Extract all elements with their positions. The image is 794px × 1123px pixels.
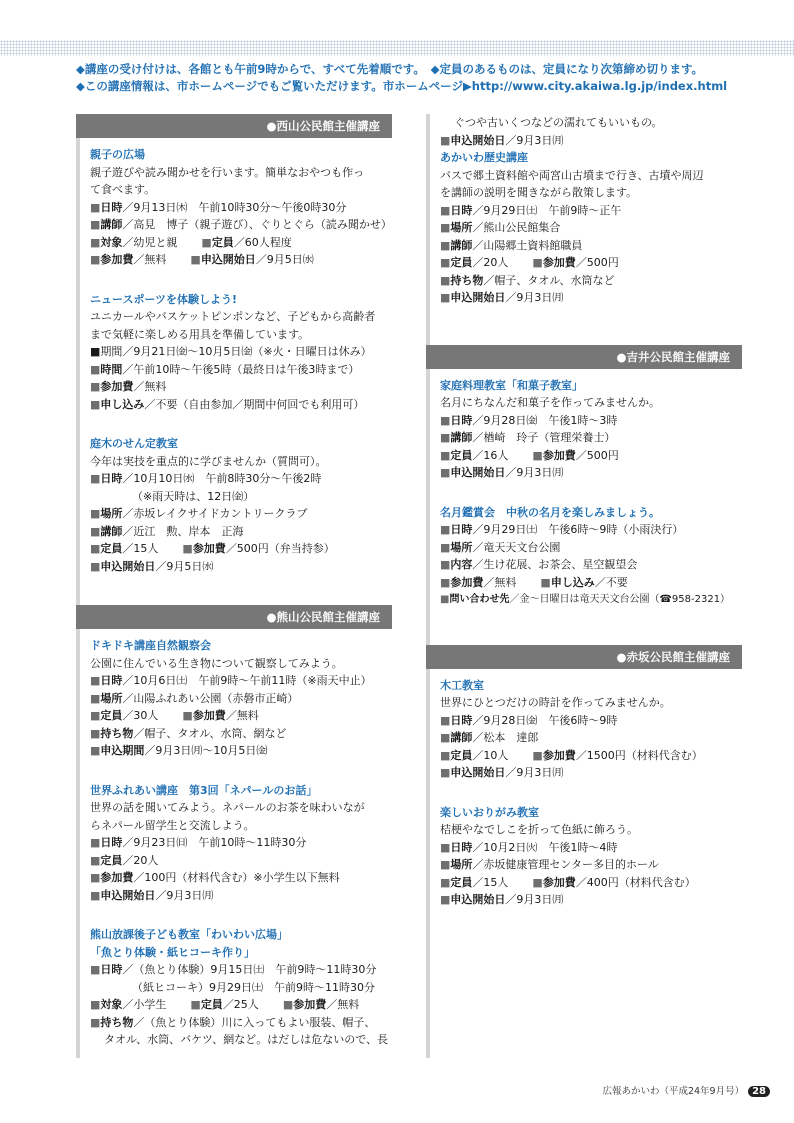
course-description: 桔梗やなでしこを折って色紙に飾ろう。 xyxy=(440,823,638,836)
detail-line: ■日時／9月28日㈮ 午後6時～9時 xyxy=(440,713,618,727)
course-origami xyxy=(440,804,742,909)
course-description: まで気軽に楽しめる用具を準備しています。 xyxy=(90,327,310,341)
detail-line: ■申込開始日／9月3日㈪ xyxy=(440,291,564,304)
notice-line-2: ◆この講座情報は、市ホームページでもご覧いただけます。市ホームページ▶http://www.city.akaiwa.lg.jp/index.html xyxy=(76,79,728,93)
detail-line: ■定員／20人 ■参加費／500円 xyxy=(440,256,619,269)
detail-line: ■定員／16人 ■参加費／500円 xyxy=(440,448,619,462)
detail-line: ■講師／松本 達郎 xyxy=(440,731,539,744)
detail-line: ■講師／近江 勲、岸本 正海 xyxy=(90,524,244,538)
left-column xyxy=(76,114,392,1049)
detail-line: ■対象／小学生 ■定員／25人 ■参加費／無料 xyxy=(90,998,360,1011)
right-column xyxy=(426,114,742,909)
detail-line: ■持ち物／帽子、タオル、水筒など xyxy=(440,273,615,287)
course-nature-observation xyxy=(90,637,392,760)
section-header-nishiyama: ●西山公民館主催講座 xyxy=(76,114,392,138)
detail-line: ■持ち物／帽子、タオル、水筒、網など xyxy=(90,726,287,740)
detail-line: ■申込期間／9月3日㈪～10月5日㈮ xyxy=(90,744,268,757)
course-title: 熊山放課後子ども教室「わいわい広場」 xyxy=(90,928,288,941)
detail-line: ■参加費／100円（材料代含む）※小学生以下無料 xyxy=(90,871,340,884)
detail-line: ■申込開始日／9月3日㈪ xyxy=(440,133,564,147)
publication-name: 広報あかいわ（平成24年9月号） xyxy=(602,1086,745,1097)
page-number: 28 xyxy=(748,1086,770,1097)
detail-line: ■日時／10月2日㈫ 午後1時～4時 xyxy=(440,840,618,854)
detail-line: ■申込開始日／9月3日㈪ xyxy=(90,888,214,902)
detail-line: ■申込開始日／9月3日㈪ xyxy=(440,466,564,479)
course-new-sports xyxy=(90,291,392,414)
detail-line: ■参加費／無料 ■申し込み／不要 xyxy=(440,575,628,589)
course-title: ドキドキ講座自然観察会 xyxy=(90,639,211,652)
course-description: 親子遊びや読み聞かせを行います。簡単なおやつも作っ xyxy=(90,165,365,179)
detail-line: ■日時／9月29日㈯ 午後6時～9時（小雨決行） xyxy=(440,523,684,536)
section-header-kumayama: ●熊山公民館主催講座 xyxy=(76,605,392,629)
course-description: ユニカールやバスケットピンポンなど、子どもから高齢者 xyxy=(90,310,376,323)
course-history xyxy=(440,149,742,307)
course-description: を講師の説明を聞きながら散策します。 xyxy=(440,186,638,199)
detail-line: ■参加費／無料 ■申込開始日／9月5日㈬ xyxy=(90,253,314,266)
detail-line: ■日時／10月6日㈯ 午前9時～午前11時（※雨天中止） xyxy=(90,674,372,687)
course-description: らネパール留学生と交流しよう。 xyxy=(90,818,255,832)
course-description: 公園に住んでいる生き物について観察してみよう。 xyxy=(90,656,343,670)
detail-line: ■日時／9月23日㈰ 午前10時～11時30分 xyxy=(90,836,307,849)
course-description: バスで郷土資料館や両宮山古墳まで行き、古墳や周辺 xyxy=(440,168,704,182)
course-title: 親子の広場 xyxy=(90,148,145,161)
detail-line: ■講師／山陽郷土資料館職員 xyxy=(440,238,583,252)
course-title: 庭木のせん定教室 xyxy=(90,437,178,450)
course-description: 世界にひとつだけの時計を作ってみませんか。 xyxy=(440,696,671,709)
course-waiwai-hiroba-continued xyxy=(440,114,742,149)
header-dot-band xyxy=(0,40,794,56)
course-nepal-talk xyxy=(90,782,392,905)
detail-line: ■場所／赤坂健康管理センター多目的ホール xyxy=(440,858,659,871)
course-title: あかいわ歴史講座 xyxy=(440,151,528,164)
detail-line: （紙ヒコーキ）9月29日㈯ 午前9時～11時30分 xyxy=(132,980,375,994)
detail-line: ■対象／幼児と親 ■定員／60人程度 xyxy=(90,235,292,249)
course-subtitle: 「魚とり体験・紙ヒコーキ作り」 xyxy=(90,945,255,959)
detail-line: ■申込開始日／9月5日㈬ xyxy=(90,559,214,573)
course-title: 木工教室 xyxy=(440,678,484,692)
section-header-akasaka: ●赤坂公民館主催講座 xyxy=(426,645,742,669)
detail-line: ■場所／熊山公民館集合 xyxy=(440,221,561,234)
detail-line: タオル、水筒、バケツ、網など。はだしは危ないので、長 xyxy=(104,1033,389,1046)
detail-line: ■場所／山陽ふれあい公園（赤磐市正崎） xyxy=(90,691,299,705)
course-moon-viewing xyxy=(440,504,742,609)
detail-line: ■場所／竜天天文台公園 xyxy=(440,540,561,554)
section-header-yoshii: ●吉井公民館主催講座 xyxy=(426,345,742,369)
course-title: 名月鑑賞会 中秋の名月を楽しみましょう。 xyxy=(440,505,660,519)
course-title: 世界ふれあい講座 第3回「ネパールのお話」 xyxy=(90,783,318,797)
notice-line-1: ◆講座の受け付けは、各館とも午前9時からで、すべて先着順です。 ◆定員のあるものは、定員になり次第締め切ります。 xyxy=(76,62,704,76)
detail-line: ■定員／20人 xyxy=(90,853,159,867)
detail-line: ■申込開始日／9月3日㈪ xyxy=(440,893,564,906)
detail-line: （※雨天時は、12日㈮） xyxy=(132,489,255,503)
course-woodwork xyxy=(440,677,742,782)
course-title: 楽しいおりがみ教室 xyxy=(440,805,539,819)
detail-line: ■問い合わせ先／金～日曜日は竜天天文台公園（☎958-2321） xyxy=(440,594,731,605)
detail-line: ■日時／9月28日㈮ 午後1時～3時 xyxy=(440,413,618,427)
detail-line: ■参加費／無料 xyxy=(90,380,167,393)
course-oyako-hiroba xyxy=(90,146,392,269)
detail-line: ■日時／10月10日㈬ 午前8時30分～午後2時 xyxy=(90,472,322,485)
page-footer xyxy=(602,1083,770,1097)
detail-line: ■期間／9月21日㈮～10月5日㈮（※火・日曜日は休み） xyxy=(90,345,372,358)
detail-line: ■日時／9月13日㈭ 午前10時30分～午後0時30分 xyxy=(90,200,347,214)
course-description: 世界の話を聞いてみよう。ネパールのお茶を味わいなが xyxy=(90,801,365,814)
detail-line: ■内容／生け花展、お茶会、星空観望会 xyxy=(440,558,638,571)
course-description: 今年は実技を重点的に学びませんか（質問可）。 xyxy=(90,454,327,468)
detail-line: ■定員／15人 ■参加費／500円（弁当持参） xyxy=(90,542,335,555)
detail-line: ■定員／30人 ■参加費／無料 xyxy=(90,709,259,722)
course-title: 家庭料理教室「和菓子教室」 xyxy=(440,378,583,392)
course-waiwai-hiroba xyxy=(90,926,392,1049)
detail-line: ■申込開始日／9月3日㈪ xyxy=(440,766,564,779)
course-wagashi xyxy=(440,377,742,482)
course-description: 名月にちなんだ和菓子を作ってみませんか。 xyxy=(440,396,660,409)
detail-line: ■持ち物／（魚とり体験）川に入ってもよい服装、帽子、 xyxy=(90,1015,376,1029)
detail-line: ぐつや古いくつなどの濡れてもいいもの。 xyxy=(454,116,663,129)
detail-line: ■申し込み／不要（自由参加／期間中何回でも利用可） xyxy=(90,397,365,411)
course-title: ニュースポーツを体験しよう! xyxy=(90,292,238,306)
detail-line: ■講師／高見 博子（親子遊び）、ぐりとぐら（読み聞かせ） xyxy=(90,218,392,231)
course-pruning xyxy=(90,435,392,575)
detail-line: ■日時／9月29日㈯ 午前9時～正午 xyxy=(440,203,622,217)
detail-line: ■時間／午前10時～午後5時（最終日は午後3時まで） xyxy=(90,362,360,376)
course-description: て食べます。 xyxy=(90,183,156,196)
detail-line: ■定員／15人 ■参加費／400円（材料代含む） xyxy=(440,875,696,889)
detail-line: ■場所／赤坂レイクサイドカントリークラブ xyxy=(90,507,308,520)
detail-line: ■定員／10人 ■参加費／1500円（材料代含む） xyxy=(440,748,703,762)
detail-line: ■日時／（魚とり体験）9月15日㈯ 午前9時～11時30分 xyxy=(90,963,377,976)
detail-line: ■講師／楢崎 玲子（管理栄養士） xyxy=(440,431,616,444)
